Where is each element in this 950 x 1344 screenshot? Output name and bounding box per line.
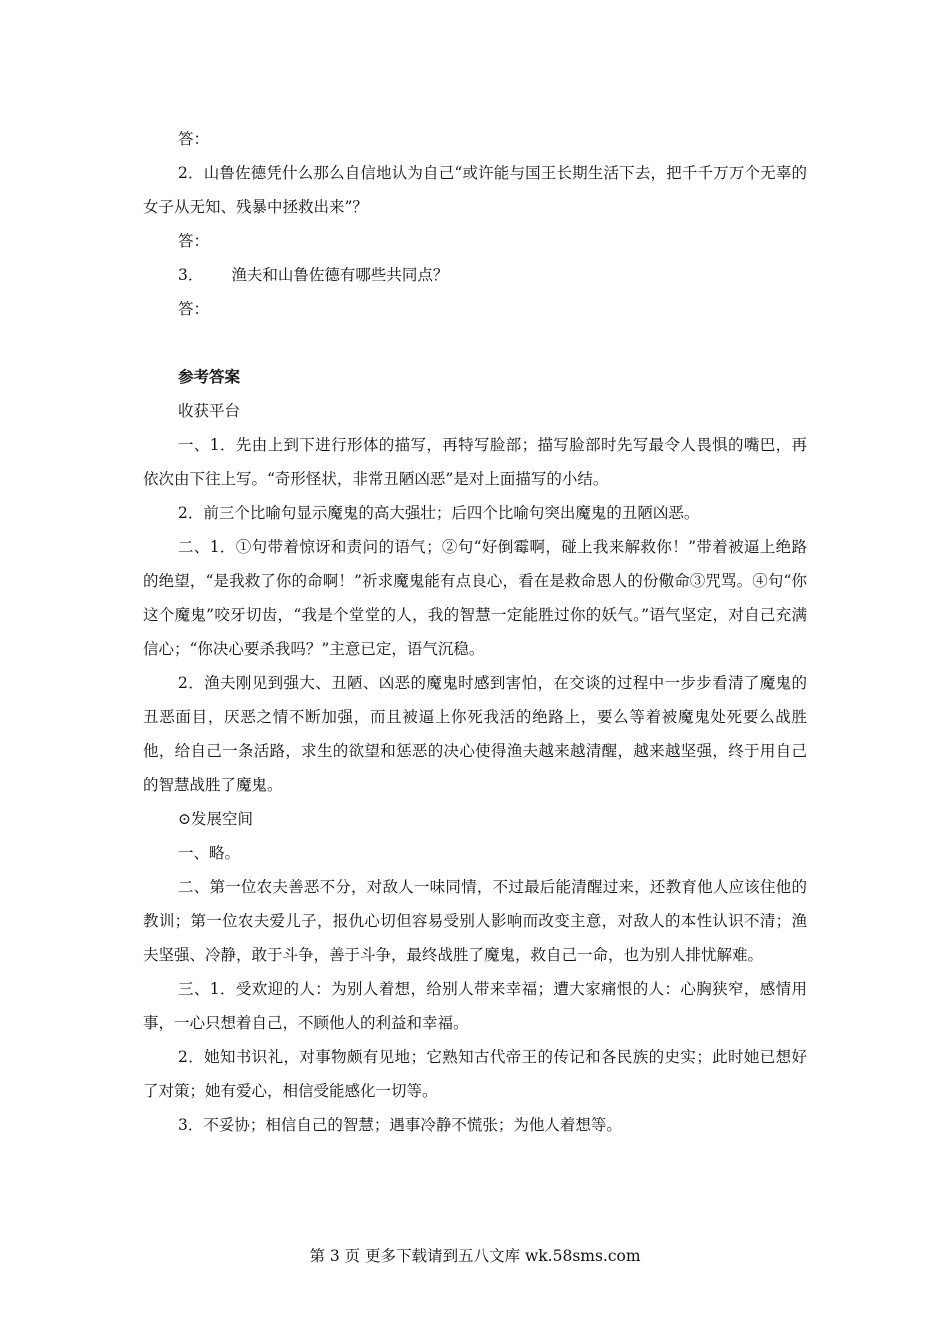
answer-line: 答：: [178, 232, 210, 250]
answer-paragraph: 二、第一位农夫善恶不分，对敌人一味同情，不过最后能清醒过来，还教育他人应该住他的教训；第一位农夫爱儿子，报仇心切但容易受别人影响而改变主意，对敌人的本性认识不清；渔夫坚强、冷静，敢于斗争，善于斗争，最终战胜了魔鬼，救自己一命，也为别人排忧解难。: [143, 878, 807, 964]
answer-paragraph: 一、略。: [178, 844, 241, 862]
question-3-number: 3．: [178, 266, 204, 284]
section-title-harvest: 收获平台: [178, 402, 241, 420]
answer-paragraph: 2．她知书识礼，对事物颇有见地；它熟知古代帝王的传记和各民族的史实；此时她已想好了对策；她有爱心，相信受能感化一切等。: [143, 1048, 807, 1100]
answer-paragraph: 2．渔夫刚见到强大、丑陋、凶恶的魔鬼时感到害怕，在交谈的过程中一步步看清了魔鬼的丑恶面目，厌恶之情不断加强，而且被逼上你死我活的绝路上，要么等着被魔鬼处死要么战胜他，给自己一条活路，求生的欲望和惩恶的决心使得渔夫越来越清醒，越来越坚强，终于用自己的智慧战胜了魔鬼。: [143, 674, 807, 794]
question-2: 2．山鲁佐德凭什么那么自信地认为自己“或许能与国王长期生活下去，把千千万万个无辜的女子从无知、残暴中拯救出来”？: [143, 164, 807, 216]
answers-heading: 参考答案: [178, 367, 241, 386]
answer-paragraph: 2．前三个比喻句显示魔鬼的高大强壮；后四个比喻句突出魔鬼的丑陋凶恶。: [178, 504, 700, 522]
answer-paragraph: 三、1．受欢迎的人：为别人着想，给别人带来幸福；遭大家痛恨的人：心胸狭窄，感情用事，一心只想着自己，不顾他人的利益和幸福。: [143, 980, 807, 1032]
answer-line: 答：: [178, 300, 210, 318]
answer-paragraph: 3．不妥协；相信自己的智慧；遇事冷静不慌张；为他人着想等。: [178, 1116, 622, 1134]
question-3-text: 渔夫和山鲁佐德有哪些共同点？: [231, 266, 449, 284]
page-content: [143, 122, 807, 1142]
answer-paragraph: 二、1．①句带着惊讶和责问的语气；②句“好倒霉啊，碰上我来解救你！”带着被逼上绝路的绝望，“是我救了你的命啊！”祈求魔鬼能有点良心，看在是救命恩人的份儆命③咒骂。④句“你这个魔鬼”咬牙切齿，“我是个堂堂的人，我的智慧一定能胜过你的妖气。”语气坚定，对自己充满信心；“你决心要杀我吗？”主意已定，语气沉稳。: [143, 538, 807, 658]
question-3: [143, 258, 807, 292]
section-title-development: ⊙发展空间: [178, 810, 253, 828]
page-footer: 第 3 页 更多下载请到五八文库 wk.58sms.com: [309, 1247, 641, 1265]
answer-paragraph: 一、1．先由上到下进行形体的描写，再特写脸部；描写脸部时先写最令人畏惧的嘴巴，再依次由下往上写。“奇形怪状，非常丑陋凶恶”是对上面描写的小结。: [143, 436, 807, 488]
answer-line: 答：: [178, 130, 210, 148]
